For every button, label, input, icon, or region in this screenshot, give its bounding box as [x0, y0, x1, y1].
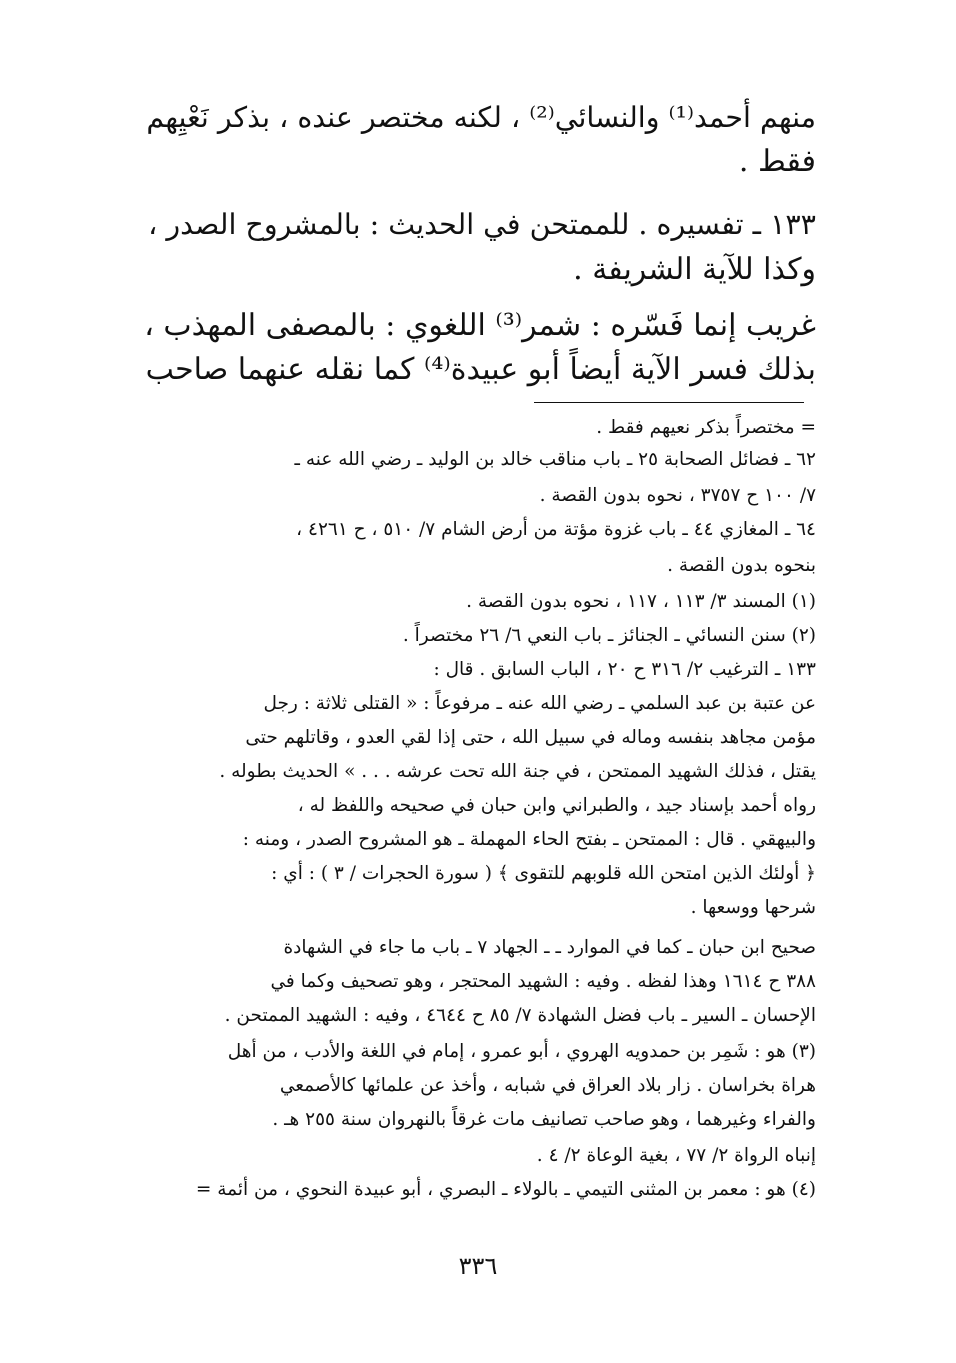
footnote-line: والفراء وغيرهما ، وهو صاحب تصانيف مات غرقاً بالنهروان سنة ٢٥٥ هـ . — [272, 1109, 816, 1130]
footnote-line: هراة بخراسان . زار بلاد العراق في شبابه ، وأخذ عن علمائها كالأصمعي — [279, 1075, 816, 1096]
footnote-line: (١) المسند ٣/ ١١٣ ، ١١٧ ، نحوه بدون القصة . — [466, 591, 816, 612]
footnote-line: بنحوه بدون القصة . — [667, 555, 816, 576]
main-line: فقط . — [738, 144, 816, 179]
footnote-line: إنباه الرواة ٢/ ٧٧ ، بغية الوعاة ٢/ ٤ . — [536, 1145, 816, 1166]
footnote-line: ٣٨٨ ح ١٦١٤ وهذا لفظه . وفيه : الشهيد المحتجر ، وهو تصحيف وكما في — [270, 971, 816, 992]
main-line: بذلك فسر الآية أيضاً أبو عبيدة⁽⁴⁾ كما نقله عنهما صاحب — [145, 352, 816, 387]
footnote-line: (٣) هو : شَمِر بن حمدويه الهروي ، أبو عمرو ، إمام في اللغة والأدب ، من أهل — [227, 1041, 816, 1062]
footnote-line: ﴿ أولئك الذين امتحن الله قلوبهم للتقوى ﴾ ( سورة الحجرات / ٣ ) : أي : — [271, 863, 816, 884]
footnote-line: مؤمن مجاهد بنفسه وماله في سبيل الله ، حتى إذا لقي العدو ، وقاتلهم حتى — [245, 727, 816, 748]
footnote-line: والبيهقي . قال : الممتحن ـ بفتح الحاء المهملة ـ هو المشروح الصدر ، ومنه : — [242, 829, 816, 850]
footnote-line: الإحسان ـ السير ـ باب فضل الشهادة ٧/ ٨٥ ح ٤٦٤٤ ، وفيه : الشهيد الممتحن . — [224, 1005, 816, 1026]
footnote-line: عن عتبة بن عبد السلمي ـ رضي الله عنه ـ مرفوعاً : « القتلى ثلاثة : رجل — [263, 693, 816, 714]
main-line: غريب إنما فَسّره : شمر⁽³⁾ اللغوي : بالمصفى المهذب ، — [144, 308, 816, 343]
footnote-line: ٦٤ ـ المغازي ٤٤ ـ باب غزوة مؤتة من أرض الشام ٧/ ٥١٠ ، ح ٤٢٦١ ، — [296, 519, 816, 540]
main-line: وكذا للآية الشريفة . — [573, 252, 816, 287]
footnote-line: يقتل ، فذلك الشهيد الممتحن ، في جنة الله تحت عرشه . . . » الحديث بطوله . — [219, 761, 816, 782]
footnote-line: رواه أحمد بإسناد جيد ، والطبراني وابن حبان في صحيحه واللفظ له ، — [297, 795, 816, 816]
footnote-line: ٧/ ١٠٠ ح ٣٧٥٧ ، نحوه بدون القصة . — [539, 485, 816, 506]
page-number: ٣٣٦ — [458, 1252, 498, 1280]
footnote-line: صحيح ابن حبان ـ كما في الموارد ـ ـ الجهاد ٧ ـ باب ما جاء في الشهادة — [283, 937, 816, 958]
footnote-line: ٦٢ ـ فضائل الصحابة ٢٥ ـ باب مناقب خالد بن الوليد ـ رضي الله عنه ـ — [294, 449, 816, 470]
footnote-line: = مختصراً بذكر نعيهم فقط . — [596, 417, 816, 438]
footnote-line: ١٣٣ ـ الترغيب ٢/ ٣١٦ ح ٢٠ ، الباب السابق . قال : — [433, 659, 816, 680]
main-line: منهم أحمد⁽¹⁾ والنسائي⁽²⁾ ، لكنه مختصر عنده ، بذكر نَعْيِهم — [146, 101, 816, 134]
main-line: ١٣٣ ـ تفسيره . للممتحن في الحديث : بالمشروح الصدر ، — [148, 208, 816, 241]
footnote-line: (٤) هو : معمر بن المثنى التيمي ـ بالولاء ـ البصري ، أبو عبيدة النحوي ، من أئمة = — [195, 1179, 816, 1200]
footnote-line: (٢) سنن النسائي ـ الجنائز ـ باب النعي ٦/ ٢٦ مختصراً . — [402, 625, 816, 646]
footnote-line: شرحها ووسعها . — [690, 897, 816, 918]
footnote-divider — [534, 402, 804, 403]
